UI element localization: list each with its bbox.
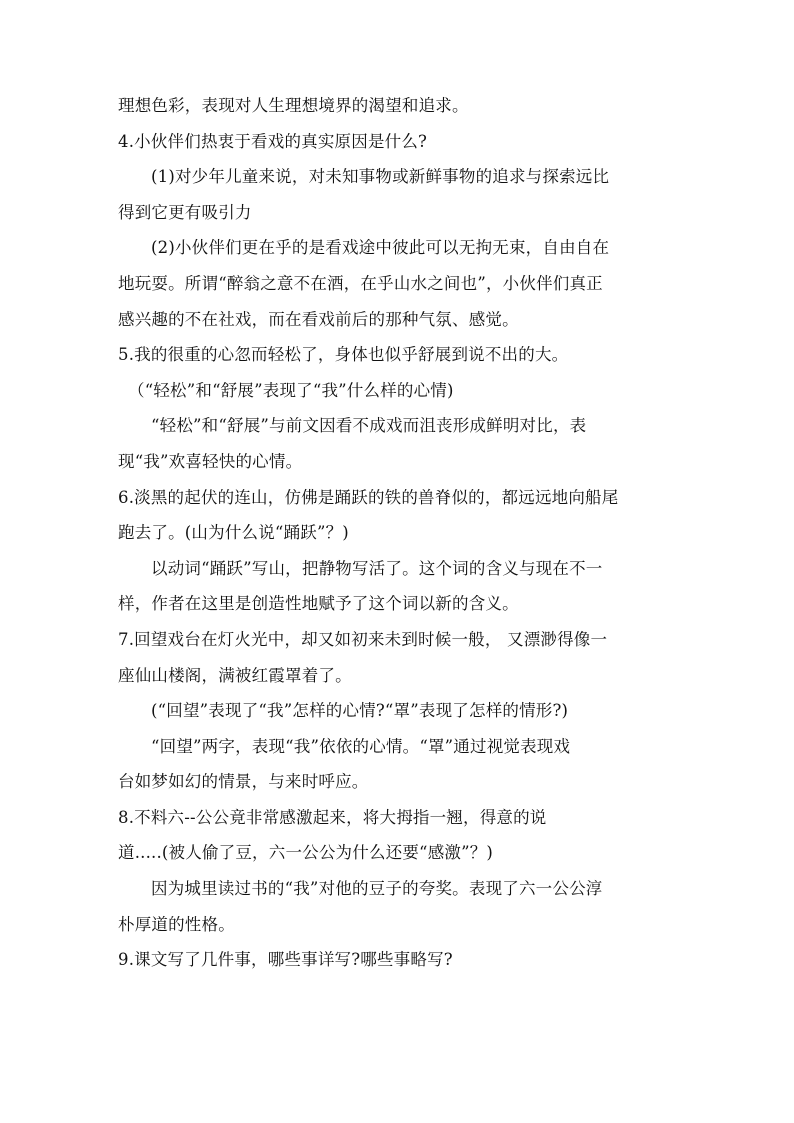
- question-6: 6.淡黑的起伏的连山，仿佛是踊跃的铁的兽脊似的，都远远地向船尾: [118, 487, 619, 507]
- document-body: [118, 88, 678, 978]
- question-line: 道.....(被人偷了豆，六一公公为什么还要“感激”？): [118, 843, 494, 863]
- answer-line: 因为城里读过书的“我”对他的豆子的夸奖。表现了六一公公淳: [151, 879, 603, 899]
- answer-line: (1)对少年儿童来说，对未知事物或新鲜事物的追求与探索远比: [151, 167, 610, 187]
- question-9: 9.课文写了几件事，哪些事详写?哪些事略写?: [118, 950, 453, 970]
- answer-line: “回望”两字，表现“我”依依的心情。“罩”通过视觉表现戏: [151, 736, 571, 756]
- answer-line: 现“我”欢喜轻快的心情。: [118, 451, 303, 471]
- question-4: 4.小伙伴们热衷于看戏的真实原因是什么?: [118, 131, 428, 151]
- answer-line: 样，作者在这里是创造性地赋予了这个词以新的含义。: [118, 594, 519, 614]
- question-line: 跑去了。(山为什么说“踊跃”？): [118, 523, 349, 543]
- question-8: 8.不料六--公公竟非常感激起来，将大拇指一翘，得意的说: [118, 807, 547, 827]
- answer-line: 朴厚道的性格。: [118, 914, 235, 934]
- answer-line: (2)小伙伴们更在乎的是看戏途中彼此可以无拘无束，自由自在: [151, 238, 610, 258]
- question-line: (“回望”表现了“我”怎样的心情?“罩”表现了怎样的情形?): [151, 701, 569, 721]
- text-line: 理想色彩，表现对人生理想境界的渴望和追求。: [118, 96, 469, 115]
- question-5: 5.我的很重的心忽而轻松了，身体也似乎舒展到说不出的大。: [118, 345, 569, 365]
- answer-line: 地玩耍。所谓“醉翁之意不在酒，在乎山水之间也”，小伙伴们真正: [118, 273, 603, 293]
- answer-line: 以动词“踊跃”写山，把静物写活了。这个词的含义与现在不一: [151, 558, 603, 578]
- answer-line: 感兴趣的不在社戏，而在看戏前后的那种气氛、感觉。: [118, 309, 519, 329]
- answer-line: “轻松”和“舒展”与前文因看不成戏而沮丧形成鲜明对比，表: [151, 416, 587, 436]
- answer-line: 台如梦如幻的情景，与来时呼应。: [118, 772, 369, 792]
- question-line: 座仙山楼阁，满被红霞罩着了。: [118, 665, 352, 685]
- question-line: （“轻松”和“舒展”表现了“我”什么样的心情): [128, 380, 454, 400]
- answer-line: 得到它更有吸引力: [118, 202, 252, 222]
- question-7: 7.回望戏台在灯火光中，却又如初来未到时候一般， 又漂渺得像一: [118, 629, 608, 649]
